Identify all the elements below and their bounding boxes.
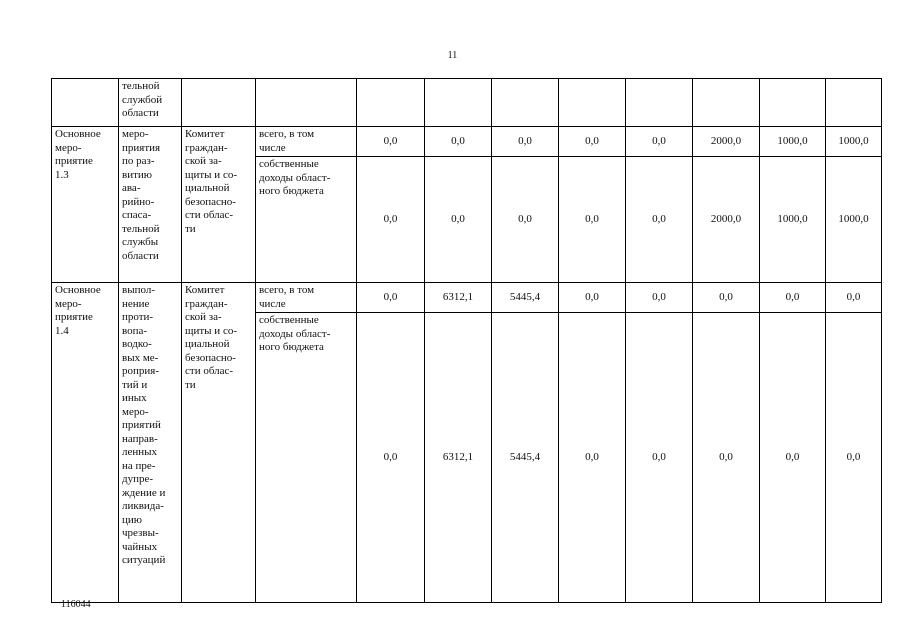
- value-cell: 6312,1: [425, 283, 492, 313]
- value-cell: 6312,1: [425, 313, 492, 603]
- description-cell: выпол- нение проти- вопа- водко- вых ме- роприя- тий и иных меро- приятий направ- ленных на пре- дупре- ждение и ликвида- цию чрезвы- чайных ситуаций: [119, 283, 182, 603]
- value-cell: 0,0: [626, 157, 693, 283]
- measure-cell: [52, 79, 119, 127]
- value-cell: [559, 79, 626, 127]
- value-cell: [760, 79, 826, 127]
- value-cell: 1000,0: [760, 127, 826, 157]
- source-total-label: всего, в том числе: [256, 127, 357, 157]
- value-cell: 0,0: [626, 127, 693, 157]
- value-cell: 0,0: [357, 127, 425, 157]
- table-row: [52, 127, 882, 157]
- value-cell: 1000,0: [760, 157, 826, 283]
- value-cell: 0,0: [760, 283, 826, 313]
- value-cell: 0,0: [492, 127, 559, 157]
- value-cell: [425, 79, 492, 127]
- executor-cell: [182, 79, 256, 127]
- value-cell: [357, 79, 425, 127]
- value-cell: 0,0: [693, 313, 760, 603]
- value-cell: 0,0: [357, 283, 425, 313]
- executor-cell: Комитет граждан- ской за- щиты и со- циальной безопасно- сти облас- ти: [182, 283, 256, 603]
- page-number: 11: [447, 50, 458, 61]
- value-cell: [626, 79, 693, 127]
- source-total-label: всего, в том числе: [256, 283, 357, 313]
- value-cell: 0,0: [357, 313, 425, 603]
- value-cell: 0,0: [357, 157, 425, 283]
- source-own-label: собственные доходы област- ного бюджета: [256, 313, 357, 603]
- value-cell: 0,0: [826, 313, 882, 603]
- value-cell: 0,0: [826, 283, 882, 313]
- document-code: 116044: [61, 599, 91, 610]
- measure-cell: Основное меро- приятие 1.4: [52, 283, 119, 603]
- description-cell: тельной службой области: [119, 79, 182, 127]
- value-cell: 2000,0: [693, 157, 760, 283]
- value-cell: 0,0: [559, 127, 626, 157]
- executor-cell: Комитет граждан- ской за- щиты и со- циальной безопасно- сти облас- ти: [182, 127, 256, 283]
- value-cell: 5445,4: [492, 313, 559, 603]
- value-cell: 0,0: [626, 283, 693, 313]
- value-cell: 0,0: [760, 313, 826, 603]
- continuation-row: [52, 79, 882, 127]
- value-cell: [826, 79, 882, 127]
- measure-cell: Основное меро- приятие 1.3: [52, 127, 119, 283]
- budget-table: [51, 78, 882, 603]
- value-cell: [492, 79, 559, 127]
- value-cell: [693, 79, 760, 127]
- description-cell: меро- приятия по раз- витию ава- рийно- спаса- тельной службы области: [119, 127, 182, 283]
- value-cell: 0,0: [626, 313, 693, 603]
- value-cell: 5445,4: [492, 283, 559, 313]
- value-cell: 0,0: [693, 283, 760, 313]
- value-cell: 0,0: [559, 283, 626, 313]
- value-cell: 0,0: [425, 127, 492, 157]
- source-cell: [256, 79, 357, 127]
- value-cell: 1000,0: [826, 127, 882, 157]
- value-cell: 0,0: [492, 157, 559, 283]
- table-row: [52, 283, 882, 313]
- value-cell: 2000,0: [693, 127, 760, 157]
- value-cell: 1000,0: [826, 157, 882, 283]
- value-cell: 0,0: [559, 157, 626, 283]
- source-own-label: собственные доходы област- ного бюджета: [256, 157, 357, 283]
- value-cell: 0,0: [559, 313, 626, 603]
- value-cell: 0,0: [425, 157, 492, 283]
